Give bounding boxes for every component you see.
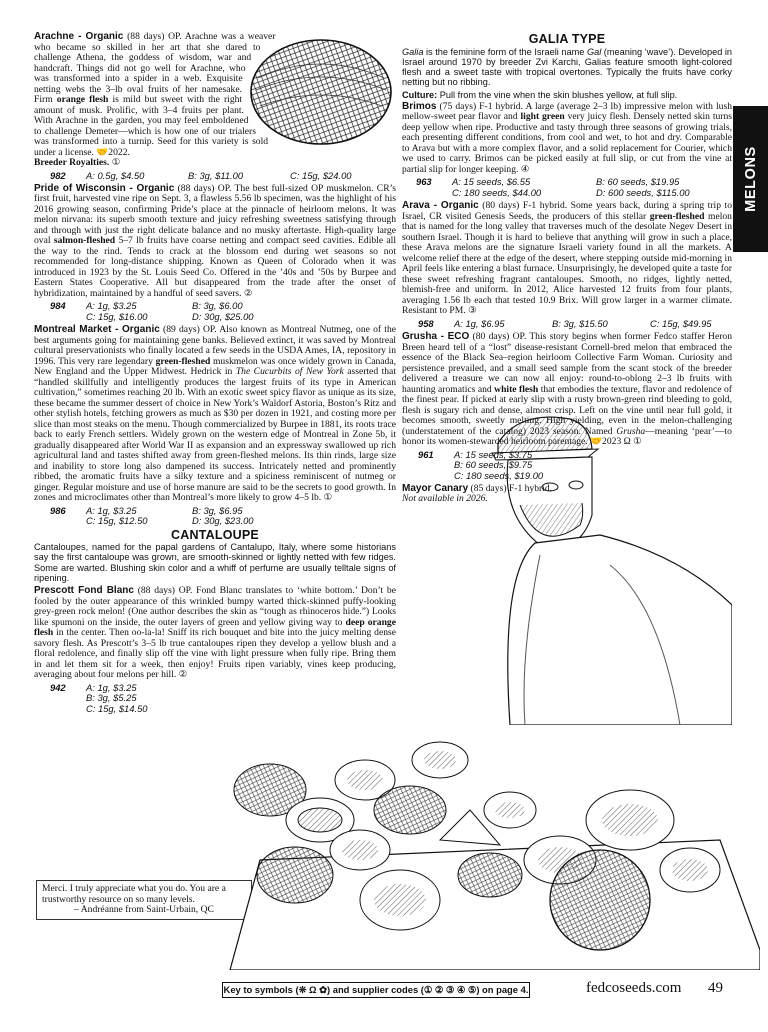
price-option-a[interactable]: A: 0.5g, $4.50 — [86, 169, 145, 181]
price-option-b[interactable]: B: 3g, $6.95 — [192, 504, 243, 516]
symbol-key-note: Key to symbols (❊ Ω ✿) and supplier codes (① ② ③ ④ ⑤) on page 4. — [222, 982, 530, 998]
highlight: orange flesh — [56, 94, 109, 105]
left-column — [34, 32, 396, 717]
variety-description: Fond Blanc translates to ‘white bottom.’ Don’t be fooled by the outer appearance of this wrinkled bumpy warted thick-skinned puffy-looking grey-green rock melon! (One author describes the skin as “tough as rhinoceros hide.”) Looks like spumoni on the inside, the outer layers of green and yellow giving way to — [34, 585, 396, 628]
price-option-c[interactable]: C: 15g, $12.50 — [86, 515, 148, 527]
melon-table-illustration — [200, 700, 760, 970]
highlight: salmon-fleshed — [53, 235, 116, 247]
gal-term: Gal — [586, 46, 602, 57]
price-option-b[interactable]: B: 3g, $5.25 — [86, 692, 137, 704]
variety-name: Arachne - Organic — [34, 31, 124, 42]
item-code: 961 — [418, 448, 434, 460]
price-list — [402, 177, 732, 198]
quote-attribution: – Andréanne from Saint-Urbain, QC — [74, 904, 214, 916]
variety-description: muskmelon was once widely grown in Canada, New England and the Upper Midwest. Hedrick in — [34, 355, 396, 378]
culture-label: Culture: — [402, 89, 438, 100]
variety-name: Pride of Wisconsin - Organic — [34, 182, 175, 194]
variety-name: Brimos — [402, 100, 437, 112]
variety-name: Arava - Organic — [402, 200, 479, 212]
price-option-b[interactable]: B: 3g, $6.00 — [192, 300, 243, 312]
variety-days: (75 days) F-1 hybrid. — [439, 100, 524, 112]
variety-name: Grusha - ECO — [402, 331, 470, 343]
price-option-d[interactable]: D: 30g, $25.00 — [192, 310, 254, 322]
galia-term: Galia — [402, 46, 424, 57]
item-code: 963 — [416, 176, 432, 188]
highlight: deep orange flesh — [34, 616, 396, 639]
price-option-a[interactable]: A: 1g, $6.95 — [454, 317, 505, 329]
price-list — [34, 171, 396, 181]
variety-description: A large (average 2–3 lb) impressive melon with lush mellow-sweet pear flavor and — [402, 100, 732, 123]
price-option-b[interactable]: B: 3g, $11.00 — [188, 169, 244, 181]
price-option-d[interactable]: D: 30g, $23.00 — [192, 515, 254, 527]
variety-days: (88 days) OP. — [137, 585, 193, 597]
section-tab-melons — [733, 106, 768, 252]
grusha-term: Grusha — [616, 425, 646, 437]
price-option-c[interactable]: C: 15g, $24.00 — [290, 169, 352, 181]
variety-description: This story begins when former Fedco staffer Heron Breen heard tell of a “lost” disease-resistant Cornell-bred melon that embraced the essence of the Black Sea–region heirloom Collective Farm Woman. Curiosity and persistence prevailed, and a small seed sample from the scant stock of the breeder delivered a treasure we can now all enjoy: round-to-oblong 2–3 lb fruits with haunting aromatics and — [402, 331, 733, 395]
price-option-a[interactable]: A: 15 seeds, $6.55 — [452, 176, 531, 188]
price-option-b[interactable]: B: 60 seeds, $19.95 — [596, 176, 680, 188]
variety-description: that embodies the texture, flavor and redolence of the finest pear. If picked at early slip with a rusty brown-green rind bleeding to gold, flesh is sugary rich and dense, almost crisp. Left on the vine until near full gold, it becomes smooth, sweetly melting. High yielding, even in the melon-challenging (understatement of the catalog) 2023 season. Named — [402, 383, 732, 437]
price-option-b[interactable]: B: 3g, $15.50 — [552, 317, 608, 329]
price-option-a[interactable]: A: 1g, $3.25 — [86, 504, 137, 516]
item-code: 958 — [418, 317, 434, 329]
variety-description: melon that is named for the long valley that traverses much of the desolate Negev Desert in southern Israel. Though it is hard to believe that anything will grow in such a place, these Arava melons are the signature Israeli variety found in all the markets. A welcome relief there at the edge of the desert, where stepping outside mid-morning in April feels like entering a blast furnace. Unsurprisingly, he developed quite a taste for these sweet refreshing fragrant cantaloupes. Smooth, no ridges, lightly netted, blemish-free and uniform. In 2012, Alice harvested 12 fruits from four plants, averaging 1.56 lb each that tested 10.9 Brix. Will grow larger in a warmer climate. Resistant to PM. ③ — [402, 210, 732, 317]
variety-name: Prescott Fond Blanc — [34, 585, 134, 597]
variety-description: The best full-sized OP muskmelon. CR’s first fruit, harvested vine ripe on Sept. 3, a flawless 5.56 lb specimen, was the highlight of his 2016 growing season, confirming Pride’s place at the pinnacle of heirloom melons. It was melon nirvana: its superb smooth texture and juicy refreshing sweetness satisfying through and through with just the right delicate balance and no musky aftertaste. High-quality large oval — [34, 182, 396, 247]
supplier-code: ① — [109, 157, 121, 168]
culture-text: Pull from the vine when the skin blushes yellow, at full slip. — [437, 89, 678, 100]
price-list — [402, 450, 732, 481]
variety-days: (85 days) F-1 hybrid. — [470, 482, 553, 494]
website-url[interactable]: fedcoseeds.com — [586, 980, 682, 996]
price-option-a[interactable]: A: 1g, $3.25 — [86, 300, 137, 312]
book-title: The Cucurbits of New York — [235, 366, 344, 378]
price-option-c[interactable]: C: 180 seeds, $19.00 — [454, 469, 544, 481]
license-year: 2023 Ω ① — [602, 436, 642, 448]
variety-days: (89 days) OP. — [163, 324, 217, 336]
variety-days: (80 days) OP. — [472, 331, 527, 343]
highlight: white flesh — [494, 383, 539, 395]
variety-description: is mild but sweet with the right amount of musk. Prolific, with 3–4 fruits per plant. With Arachne in the garden, you may feel emboldened to challenge Demeter—which is how one of our trialers was transformed into a turnip. Seed for this variety is sold under a license. — [34, 94, 269, 158]
price-list — [402, 319, 732, 329]
handshake-icon: 🤝 — [96, 146, 109, 158]
variety-name: Montreal Market - Organic — [34, 324, 160, 336]
highlight: light green — [520, 111, 565, 123]
price-option-c[interactable]: C: 15g, $16.00 — [86, 310, 148, 322]
price-option-d[interactable]: D: 600 seeds, $115.00 — [596, 186, 690, 198]
handshake-icon: 🤝 — [590, 436, 603, 448]
section-intro: (meaning ‘wave’). Developed in Israel around 1970 by breeder Zvi Karchi, Galias feature smooth light-colored flesh and a sweet taste with tropical overtones. Typically the fruits have corky netting but no ribbing. — [402, 46, 733, 88]
supplier-note: Breeder Royalties. — [34, 157, 110, 168]
variety-description: Also known as Montreal Nutmeg, one of the best arguments going for maintaining gene banks. Believed extinct, it was saved by Montreal cultural preservationists who finally located a few seeds in the USDA Ames, IA, repository in 1996. This very rare legendary — [34, 324, 397, 367]
section-intro: Cantaloupes, named for the papal gardens of Cantalupo, Italy, where some historians say the first cantaloupe was grown, are smooth-skinned or lightly netted with few ridges. Some are warted. Blushing skin color and a whiff of perfume are usually telltale signs of ripening. — [34, 542, 396, 583]
melon-illustration — [246, 34, 396, 152]
variety-description: Some years back, during a spring trip to Israel, CR visited Genesis Seeds, the producers of this stellar — [402, 200, 732, 222]
price-option-c[interactable]: C: 15g, $49.95 — [650, 317, 712, 329]
variety-description: very juicy flesh. Densely netted skin turns deep yellow when ripe. Productive and tasty through three seasons of growing trials, each presenting different conditions, from cool and wet, to hot and dry. Comparable to Arava but with a more complex flavor, and a solid replacement for Courier, which we used to carry. Brimos can be picked easily at full slip, or cut from the vine at partial slip for longer keeping. ④ — [402, 111, 733, 175]
item-code: 986 — [50, 504, 66, 516]
variety-days: (80 days) F-1 hybrid. — [482, 200, 568, 212]
section-heading-cantaloupe: CANTALOUPE — [171, 527, 259, 542]
quote-text: Merci. I truly appreciate what you do. You are a trustworthy resource on so many levels. — [42, 883, 226, 905]
item-code: 942 — [50, 681, 66, 693]
price-list — [34, 301, 396, 322]
price-option-c[interactable]: C: 15g, $14.50 — [86, 702, 148, 714]
variety-days: (88 days) OP. — [177, 182, 232, 194]
highlight: green-fleshed — [649, 210, 705, 222]
variety-description: asserted that “handled skillfully and intelligently produces the largest fruits of its type in American cultivation,” sometimes reaching 20 lb. With an exotic sweet spicy flavor as unique as its size, these became the summer dessert of choice in New York’s Waldorf Astoria, Boston’s Ritz and other stylish hotels, fetching growers as much as $30 per dozen in 1921, and costing more per slice than most steaks on the menu. Though commercialized by Burpee in 1881, its roots trace back to early French settlers. Widely grown on the western edge of Montreal in Zone 5b, it gradually disappeared after World War II as expansion and an expressway swallowed up rich agricultural land and tastes shifted away from green-fleshed melons. Its thin rinds, large size and inability to store long also dampened its success. Intricately netted and prominently ribbed, the aromatic fruits have a silky texture and a spiciness reminiscent of nutmeg or ginger. Regular moisture and use of horse manure are said to be the secrets to good growth. In zones and microclimates other than Montreal’s more likely to grow 4–5 lb. ① — [34, 366, 396, 504]
highlight: green-fleshed — [155, 355, 211, 367]
page-number: 49 — [708, 980, 723, 996]
variety-days: (88 days) OP. — [127, 31, 182, 42]
variety-description: in the center. Then oo-la-la! Sniff its rich bouquet and bite into the juicy melting dense savory flesh. As Prescott’s 3–5 lb true cantaloupes ripen they develop a yellow blush and a floral redolence, and finally slip off the vine with light pressure when fully ripe. Bring them in and let them sit for a week, then enjoy! Fruits ripen variably, vines keep producing, averaging about four melons per hill. ② — [34, 627, 396, 681]
variety-description: 5–7 lb fruits have coarse netting and compact seed cavities. Edible all the way to the rind. Tends to crack at the blossom end during wet seasons so not recommended for long-distance shipping. Known as Queen of Colorado when it was introduced in 1923 by the St. Louis Seed Co. Offered in the ’40s and ’50s by Burpee and Eastern States Cooperative. All but disappeared from the trade after the onset of hybridization, maintained by a handful of seed savers. ② — [34, 235, 396, 299]
price-option-c[interactable]: C: 180 seeds, $44.00 — [452, 186, 542, 198]
right-column — [402, 32, 732, 507]
price-option-b[interactable]: B: 60 seeds, $9.75 — [454, 459, 533, 471]
price-option-a[interactable]: A: 15 seeds, $3.75 — [454, 448, 533, 460]
price-option-a[interactable]: A: 1g, $3.25 — [86, 681, 137, 693]
section-tab-label: MELONS — [742, 146, 759, 212]
item-code: 982 — [50, 169, 66, 181]
price-list — [34, 506, 396, 527]
section-intro: is the feminine form of the Israeli name — [423, 46, 587, 57]
variety-description: —meaning ‘pear’—to honor its women-stewarded heirloom parentage. — [402, 425, 732, 448]
license-year: 2022. — [108, 146, 130, 158]
item-code: 984 — [50, 300, 66, 312]
variety-description: Arachne was a weaver who became so skilled in her art that she dared to challenge Athena, the goddess of wisdom, war and handcraft. Things did not go well for Arachne, who was transformed into a spider in a web. Exquisite netting webs the 3–lb oval fruits of her namesake. Firm — [34, 31, 276, 105]
variety-name: Mayor Canary — [402, 482, 469, 494]
section-heading-galia: GALIA TYPE — [528, 32, 606, 46]
availability-note: Not available in 2026. — [402, 493, 488, 505]
